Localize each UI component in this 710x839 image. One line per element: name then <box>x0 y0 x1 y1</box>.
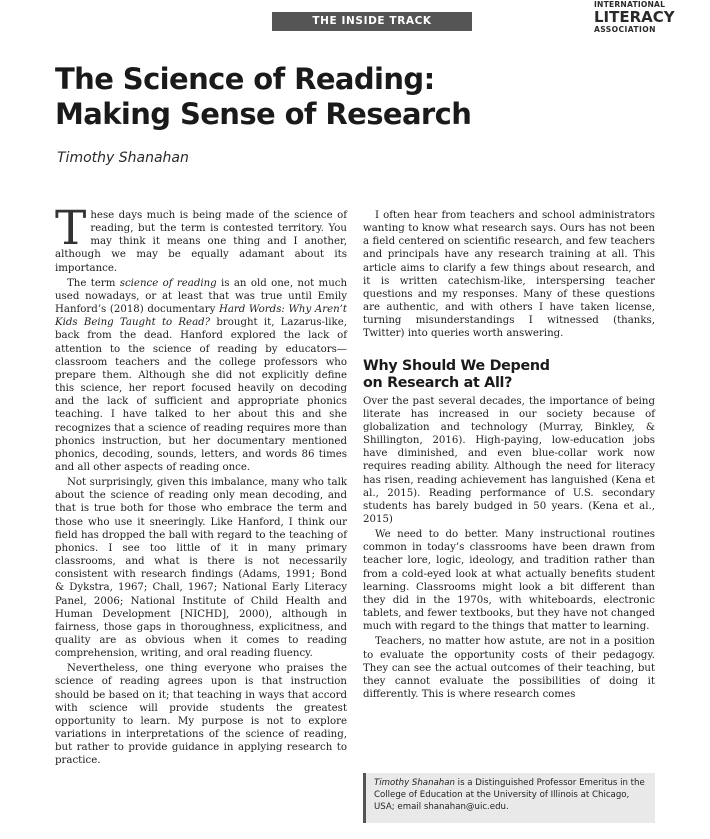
italic-term: science of reading <box>119 277 217 289</box>
author-bio-box <box>363 773 655 823</box>
paragraph <box>55 277 347 474</box>
paragraph <box>55 201 347 275</box>
bio-author-name: Timothy Shanahan <box>374 778 455 788</box>
logo-line-literacy: LITERACY <box>594 7 675 26</box>
right-column <box>363 209 655 703</box>
drop-cap: T <box>55 201 87 256</box>
ila-logo <box>594 0 675 34</box>
paragraph: Nevertheless, one thing everyone who praises the science of reading agrees upon is that instruction should be based on it; that teaching in ways that accord with science will provide students the greatest opportunity to learn. My purpose is not to explore variations in interpretations of the science of reading, but rather to provide guidance in applying research to practice. <box>55 663 347 767</box>
paragraph: Over the past several decades, the importance of being literate has increased in our society because of globalization and technology (Murray, Binkley, & Shillington, 2016). High-paying, low-education jobs have diminished, and even blue-collar work now requires reading ability. Although the need for literacy has risen, reading achievement has languished (Kena et al., 2015). Reading performance of U.S. secondary students has barely budged in 50 years. (Kena et al., 2015) <box>363 395 655 525</box>
section-banner: THE INSIDE TRACK <box>272 12 472 31</box>
text-run: The term <box>67 277 120 289</box>
heading-line-2: on Research at All? <box>363 374 513 391</box>
left-column <box>55 201 348 770</box>
section-heading <box>363 358 655 392</box>
logo-line-association: ASSOCIATION <box>594 24 656 34</box>
paragraph-text: hese days much is being made of the science of reading, but the term is contested territory. You may think it means one thing and I another, although we may be equally adamant about its importance. <box>55 210 347 274</box>
title-line-2: Making Sense of Research <box>55 97 472 131</box>
text-run: brought it, Lazarus-like, back from the dead. Hanford explored the lack of attention to the science of reading by educators—classroom teachers and the college professors who prepare them. Although she did not explicitly define this science, her report focused heavily on decoding and the lack of sufficient and appropriate phonics teaching. I have talked to her about this and she recognizes that a science of reading requires more than phonics instruction, but her documentary mentioned phonics, decoding, sounds, letters, and words 86 times and all other aspects of reading once. <box>55 317 348 473</box>
paragraph: Not surprisingly, given this imbalance, many who talk about the science of reading only mean decoding, and that is true both for those who embrace the term and those who use it sneeringly. Like Hanford, I think our field has dropped the ball with regard to the teaching of phonics. I see too little of it in many primary classrooms, and what is there is not necessarily consistent with research findings (Adams, 1991; Bond & Dykstra, 1967; Chall, 1967; National Early Literacy Panel, 2006; National Institute of Child Health and Human Development [NICHD], 2000), although in fairness, those gaps in thoroughness, explicitness, and quality are as obvious when it comes to reading comprehension, writing, and oral reading fluency. <box>55 477 347 660</box>
author-name: Timothy Shanahan <box>57 150 189 166</box>
text-run: is an old one, not much used nowadays, or at least that was true until Emily Hanford’s (2018) documentary <box>55 277 348 316</box>
logo-line-international: INTERNATIONAL <box>594 0 666 9</box>
paragraph: We need to do better. Many instructional routines common in today’s classrooms have been drawn from teacher lore, logic, ideology, and tradition rather than from a cold-eyed look at what actually benefits student learning. Classrooms might look a bit different than they did in the 1970s, with whiteboards, electronic tablets, and fewer textbooks, but they have not changed much with regard to the things that matter to learning. <box>363 529 655 633</box>
title-line-1: The Science of Reading: <box>55 62 435 96</box>
article-title <box>55 62 575 132</box>
paragraph: Teachers, no matter how astute, are not in a position to evaluate the opportunity costs of their pedagogy. They can see the actual outcomes of their teaching, but they cannot evaluate the possibilities of doing it differently. This is where research comes <box>363 636 655 700</box>
heading-line-1: Why Should We Depend <box>363 357 550 374</box>
bio-text: is a Distinguished Professor Emeritus in the College of Education at the University of Illinois at Chicago, USA; email shanahan@uic.edu. <box>374 778 645 812</box>
paragraph: I often hear from teachers and school administrators wanting to know what research says. Ours has not been a field centered on scientific research, and few teachers and principals have any research training at all. This article aims to clarify a few things about research, and it is written catechism-like, interspersing teacher questions and my responses. Many of these questions are authentic, and with others I have taken license, turning misunderstandings I witnessed (thanks, Twitter) into queries worth answering. <box>363 210 655 340</box>
italic-title: Hard Words: Why Aren’t Kids Being Taught to Read? <box>55 304 347 329</box>
